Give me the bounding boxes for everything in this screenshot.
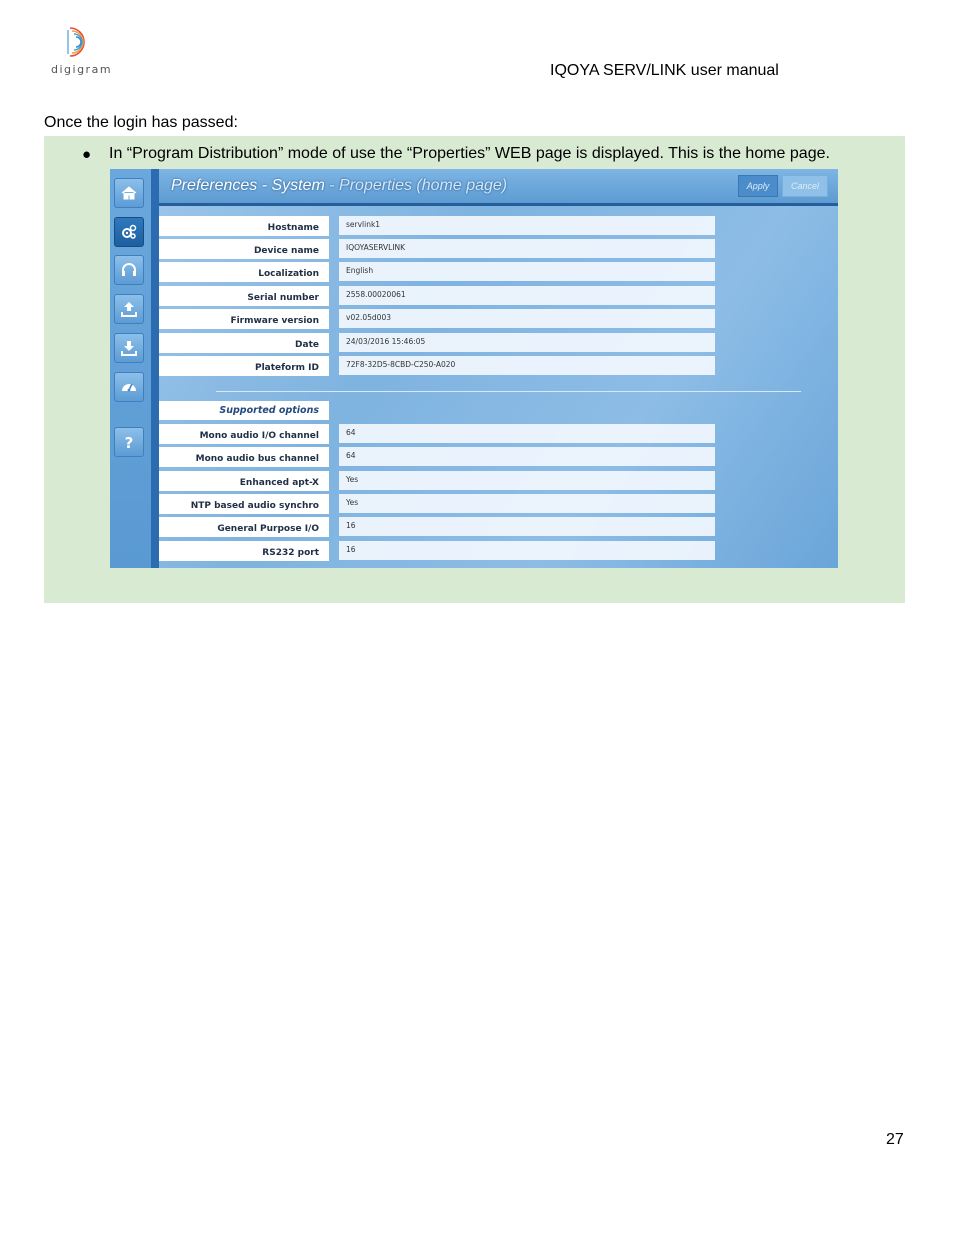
serial-number-label: Serial number [159, 286, 329, 306]
gpio-label: General Purpose I/O [159, 517, 329, 537]
section-divider [216, 391, 801, 392]
localization-value: English [339, 262, 715, 281]
rs232-port-value: 16 [339, 541, 715, 560]
gauge-icon[interactable] [114, 372, 144, 402]
firmware-version-label: Firmware version [159, 309, 329, 329]
rs232-port-label: RS232 port [159, 541, 329, 561]
properties-screenshot [110, 169, 838, 568]
supported-options-heading: Supported options [159, 401, 329, 420]
headset-icon[interactable] [114, 255, 144, 285]
document-header-title: IQOYA SERV/LINK user manual [550, 62, 779, 79]
settings-gears-icon[interactable] [114, 217, 144, 247]
serial-number-value: 2558.00020061 [339, 286, 715, 305]
device-name-value: IQOYASERVLINK [339, 239, 715, 258]
title-main: Preferences - System [171, 177, 325, 194]
home-icon[interactable] [114, 178, 144, 208]
help-icon[interactable] [114, 427, 144, 457]
mono-audio-bus-value: 64 [339, 447, 715, 466]
svg-text:?: ? [124, 434, 134, 451]
gpio-value: 16 [339, 517, 715, 536]
mono-audio-io-label: Mono audio I/O channel [159, 424, 329, 444]
logo-text: digigram [51, 63, 113, 76]
screenshot-page-title [171, 177, 507, 195]
mono-audio-bus-label: Mono audio bus channel [159, 447, 329, 467]
apply-button[interactable]: Apply [738, 175, 778, 197]
date-label: Date [159, 333, 329, 353]
mono-audio-io-value: 64 [339, 424, 715, 443]
plateform-id-value: 72F8-32D5-8CBD-C250-A020 [339, 356, 715, 375]
localization-label: Localization [159, 262, 329, 282]
plateform-id-label: Plateform ID [159, 356, 329, 376]
cancel-button[interactable]: Cancel [782, 175, 828, 197]
date-value: 24/03/2016 15:46:05 [339, 333, 715, 352]
page-number: 27 [886, 1131, 904, 1148]
enhanced-aptx-label: Enhanced apt-X [159, 471, 329, 491]
intro-text: Once the login has passed: [44, 114, 238, 131]
title-sub: - Properties (home page) [324, 177, 508, 194]
ntp-synchro-value: Yes [339, 494, 715, 513]
ntp-synchro-label: NTP based audio synchro [159, 494, 329, 514]
bullet-icon: ● [82, 146, 92, 163]
upload-icon[interactable] [114, 294, 144, 324]
device-name-label: Device name [159, 239, 329, 259]
hostname-label: Hostname [159, 216, 329, 236]
firmware-version-value: v02.05d003 [339, 309, 715, 328]
sidebar-separator [151, 169, 159, 568]
enhanced-aptx-value: Yes [339, 471, 715, 490]
bullet-text: In “Program Distribution” mode of use the “Properties” WEB page is displayed. This is the home page. [109, 145, 830, 162]
download-icon[interactable] [114, 333, 144, 363]
hostname-value: servlink1 [339, 216, 715, 235]
